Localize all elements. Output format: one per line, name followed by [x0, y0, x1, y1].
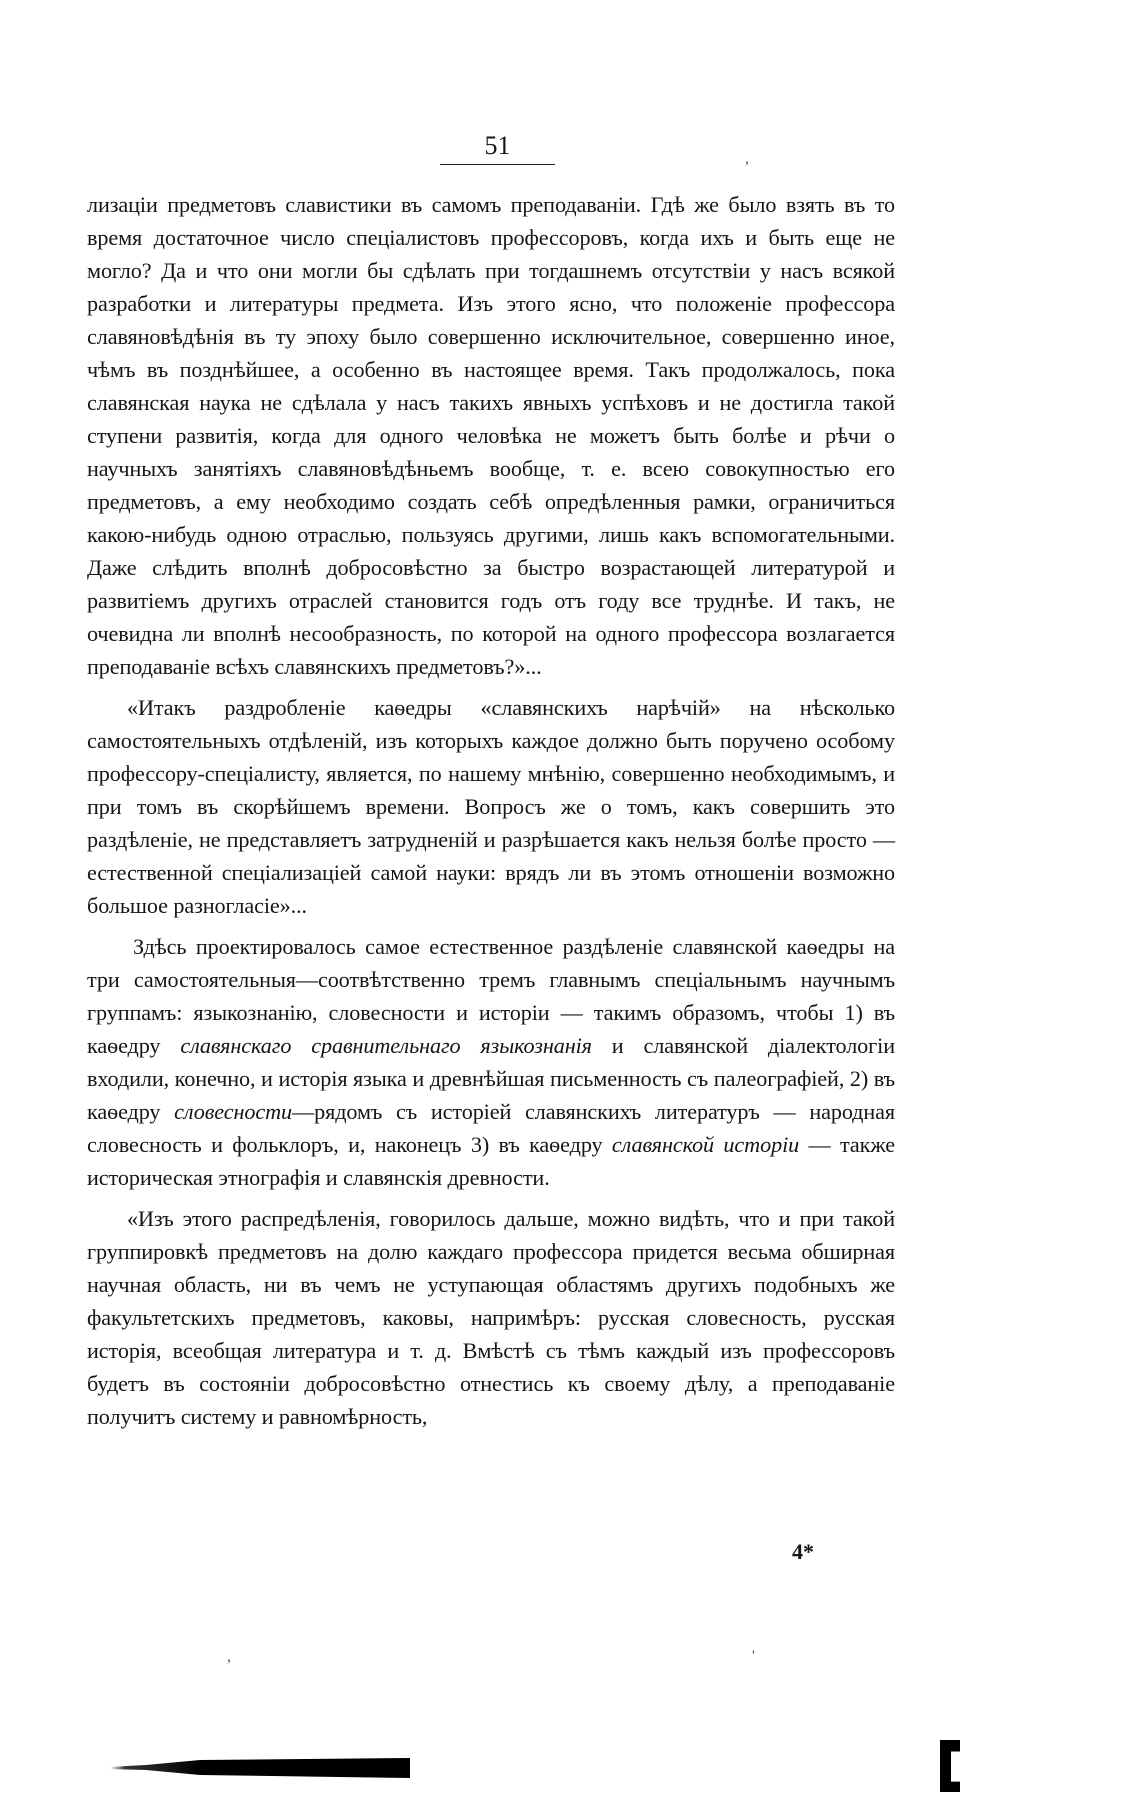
paragraph-2	[87, 691, 895, 922]
stray-mark: '	[752, 1648, 755, 1665]
italic-term: славянской исторіи	[611, 1132, 800, 1157]
text-segment: — также историческая этнографія и славянскія древности.	[87, 1132, 896, 1190]
page-number: 51	[440, 131, 555, 165]
stray-mark: ,	[227, 1648, 231, 1665]
stray-mark: ,	[745, 150, 749, 167]
signature-mark: 4*	[792, 1539, 814, 1564]
paragraph-4	[87, 1202, 895, 1433]
text-segment: «Изъ этого распредѣленія, говорилось дальше, можно видѣть, что и при такой группировкѣ предметовъ на долю каждаго профессора придется весьма обширная научная область, ни въ чемъ не уступающая областямъ другихъ подобныхъ же факультетскихъ предметовъ, каковы, напримѣръ: русская словесность, русская исторія, всеобщая литература и т. д. Вмѣстѣ съ тѣмъ каждый изъ профессоровъ будетъ въ состояніи добросовѣстно отнестись къ своему дѣлу, а преподаваніе получитъ систему и равномѣрность,	[87, 1206, 895, 1429]
text-segment: «Итакъ раздробленіе каѳедры «славянскихъ нарѣчій» на нѣсколько самостоятельныхъ отдѣленій, изъ которыхъ каждое должно быть поручено особому профессору-спеціалисту, является, по нашему мнѣнію, совершенно необходимымъ, и при томъ въ скорѣйшемъ времени. Вопросъ же о томъ, какъ совершить это раздѣленіе, не представляетъ затрудненій и разрѣшается какъ нельзя болѣе просто — естественной спеціализаціей самой науки: врядъ ли въ этомъ отношеніи возможно большое разногласіе»...	[87, 695, 895, 918]
text-segment: —рядомъ съ исторіей славянскихъ литературъ — народная словесность и фольклоръ, и, наконецъ 3) въ каѳедру	[87, 1099, 896, 1157]
body-text	[87, 188, 895, 1433]
italic-term: словесности	[174, 1099, 293, 1124]
paragraph-1	[87, 188, 895, 683]
text-segment: лизаціи предметовъ славистики въ самомъ преподаваніи. Гдѣ же было взять въ то время достаточное число спеціалистовъ профессоровъ, когда ихъ и быть еще не могло? Да и что они могли бы сдѣлать при тогдашнемъ отсутствіи у насъ всякой разработки и литературы предмета. Изъ этого ясно, что положеніе профессора славяновѣдѣнія въ ту эпоху было совершенно исключительное, совершенно иное, чѣмъ въ позднѣйшее, а особенно въ настоящее время. Такъ продолжалось, пока славянская наука не сдѣлала у насъ такихъ явныхъ успѣховъ и не достигла такой ступени развитія, когда для одного человѣка не можетъ быть болѣе и рѣчи о научныхъ занятіяхъ славяновѣдѣньемъ вообще, т. е. всею совокупностью его предметовъ, а ему необходимо создать себѣ опредѣленныя рамки, ограничиться какою-нибудь одною отраслью, пользуясь другими, лишь какъ вспомогательными. Даже слѣдить вполнѣ добросовѣстно за быстро возрастающей литературой и развитіемъ другихъ отраслей становится годъ отъ году все труднѣе. И такъ, не очевидна ли вполнѣ несообразность, по которой на одного профессора возлагается преподаваніе всѣхъ славянскихъ предметовъ?»...	[87, 192, 895, 679]
text-segment: и славянской діалектологіи входили, конечно, и исторія языка и древнѣйшая письменность съ палеографіей, 2) въ каѳедру	[87, 1033, 896, 1124]
scan-artifact-mark	[940, 1740, 960, 1792]
scan-artifact-bar	[110, 1758, 410, 1778]
text-segment: Здѣсь проектировалось самое естественное раздѣленіе славянской каѳедры на три самостоятельныя—соотвѣтственно тремъ главнымъ спеціальнымъ научнымъ группамъ: языкознанію, словесности и исторіи — такимъ образомъ, чтобы 1) въ каѳедру	[87, 934, 895, 1058]
italic-term: славянскаго сравнительнаго языкознанія	[180, 1033, 592, 1058]
paragraph-3	[87, 930, 895, 1194]
